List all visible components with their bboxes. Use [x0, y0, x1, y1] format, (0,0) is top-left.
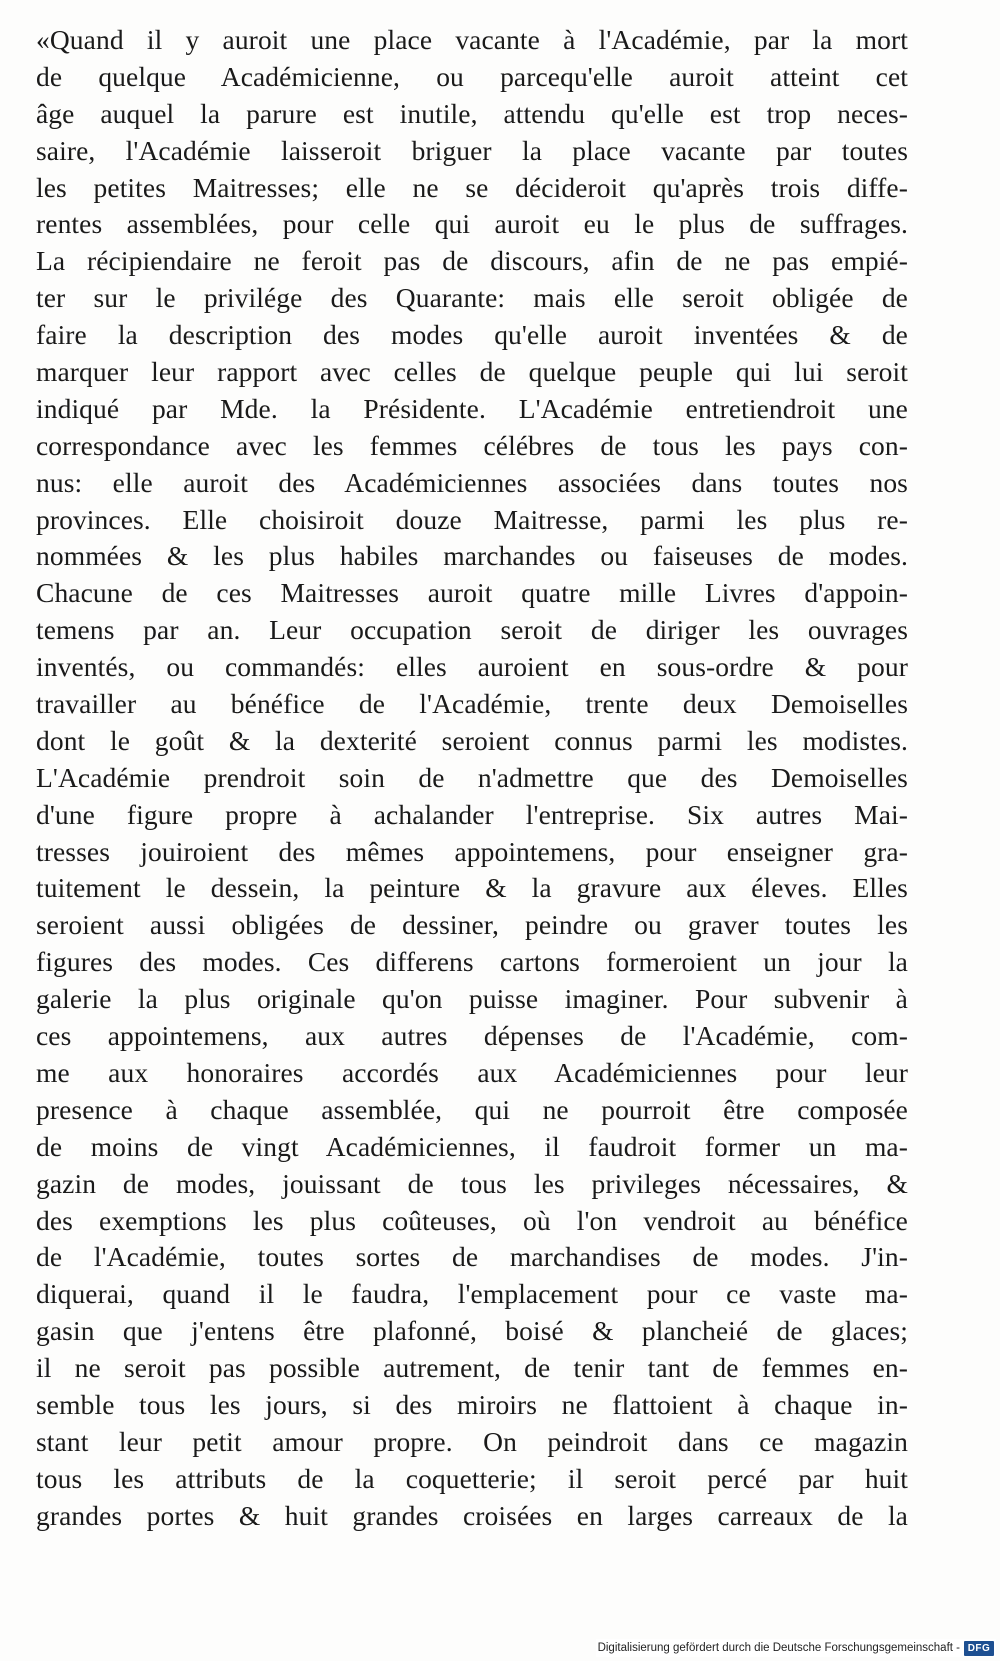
text-line: faire la description des modes qu'elle auroit inventées & de — [36, 319, 908, 351]
text-line: de quelque Académicienne, ou parcequ'elle auroit atteint cet — [36, 60, 908, 92]
text-line: âge auquel la parure est inutile, attendu qu'elle est trop neces- — [36, 97, 908, 129]
text-line: correspondance avec les femmes célébres de tous les pays con- — [36, 429, 908, 461]
text-line: de moins de vingt Académiciennes, il faudroit former un ma- — [36, 1130, 908, 1162]
text-line: tuitement le dessein, la peinture & la gravure aux éleves. Elles — [36, 872, 908, 904]
text-line: semble tous les jours, si des miroirs ne flattoient à chaque in- — [36, 1388, 908, 1420]
text-line: ter sur le privilége des Quarante: mais elle seroit obligée de — [36, 282, 908, 314]
text-line: travailler au bénéfice de l'Académie, trente deux Demoiselles — [36, 688, 908, 720]
text-line: seroient aussi obligées de dessiner, peindre ou graver toutes les — [36, 909, 908, 941]
text-line: inventés, ou commandés: elles auroient en sous-ordre & pour — [36, 651, 908, 683]
credit-text: Digitalisierung gefördert durch die Deutsche Forschungsgemeinschaft - — [597, 1642, 960, 1654]
text-line: ces appointemens, aux autres dépenses de l'Académie, com- — [36, 1020, 908, 1052]
text-line: temens par an. Leur occupation seroit de diriger les ouvrages — [36, 614, 908, 646]
text-line: dont le goût & la dexterité seroient connus parmi les modistes. — [36, 724, 908, 756]
text-line: gasin que j'entens être plafonné, boisé & plancheié de glaces; — [36, 1315, 908, 1347]
digitization-credit — [596, 1639, 996, 1657]
text-line: de l'Académie, toutes sortes de marchandises de modes. J'in- — [36, 1241, 908, 1273]
body-text — [36, 22, 908, 1535]
dfg-logo-icon: DFG — [964, 1641, 994, 1656]
text-line: stant leur petit amour propre. On peindroit dans ce magazin — [36, 1425, 908, 1457]
text-line: saire, l'Académie laisseroit briguer la place vacante par toutes — [36, 134, 908, 166]
text-line: rentes assemblées, pour celle qui auroit eu le plus de suffrages. — [36, 208, 908, 240]
text-line: provinces. Elle choisiroit douze Maitresse, parmi les plus re- — [36, 503, 908, 535]
text-line: d'une figure propre à achalander l'entreprise. Six autres Mai- — [36, 798, 908, 830]
text-line: gazin de modes, jouissant de tous les privileges nécessaires, & — [36, 1167, 908, 1199]
text-line: les petites Maitresses; elle ne se décideroit qu'après trois diffe- — [36, 171, 908, 203]
text-line: Chacune de ces Maitresses auroit quatre mille Livres d'appoin- — [36, 577, 908, 609]
text-line: figures des modes. Ces differens cartons formeroient un jour la — [36, 946, 908, 978]
text-line: indiqué par Mde. la Présidente. L'Académie entretiendroit une — [36, 392, 908, 424]
text-line: «Quand il y auroit une place vacante à l'Académie, par la mort — [36, 24, 908, 55]
text-line: nus: elle auroit des Académiciennes associées dans toutes nos — [36, 466, 908, 498]
text-line: galerie la plus originale qu'on puisse imaginer. Pour subvenir à — [36, 983, 908, 1015]
text-line: grandes portes & huit grandes croisées en larges carreaux de la — [36, 1499, 908, 1531]
text-line: L'Académie prendroit soin de n'admettre que des Demoiselles — [36, 761, 908, 793]
text-line: nommées & les plus habiles marchandes ou faiseuses de modes. — [36, 540, 908, 572]
text-line: tous les attributs de la coquetterie; il seroit percé par huit — [36, 1462, 908, 1494]
text-line: des exemptions les plus coûteuses, où l'on vendroit au bénéfice — [36, 1204, 908, 1236]
text-line: il ne seroit pas possible autrement, de tenir tant de femmes en- — [36, 1352, 908, 1384]
text-line: La récipiendaire ne feroit pas de discours, afin de ne pas empié- — [36, 245, 908, 277]
text-line: marquer leur rapport avec celles de quelque peuple qui lui seroit — [36, 356, 908, 388]
text-line: tresses jouiroient des mêmes appointemens, pour enseigner gra- — [36, 835, 908, 867]
text-line: presence à chaque assemblée, qui ne pourroit être composée — [36, 1093, 908, 1125]
text-line: diquerai, quand il le faudra, l'emplacement pour ce vaste ma- — [36, 1278, 908, 1310]
text-line: me aux honoraires accordés aux Académiciennes pour leur — [36, 1056, 908, 1088]
